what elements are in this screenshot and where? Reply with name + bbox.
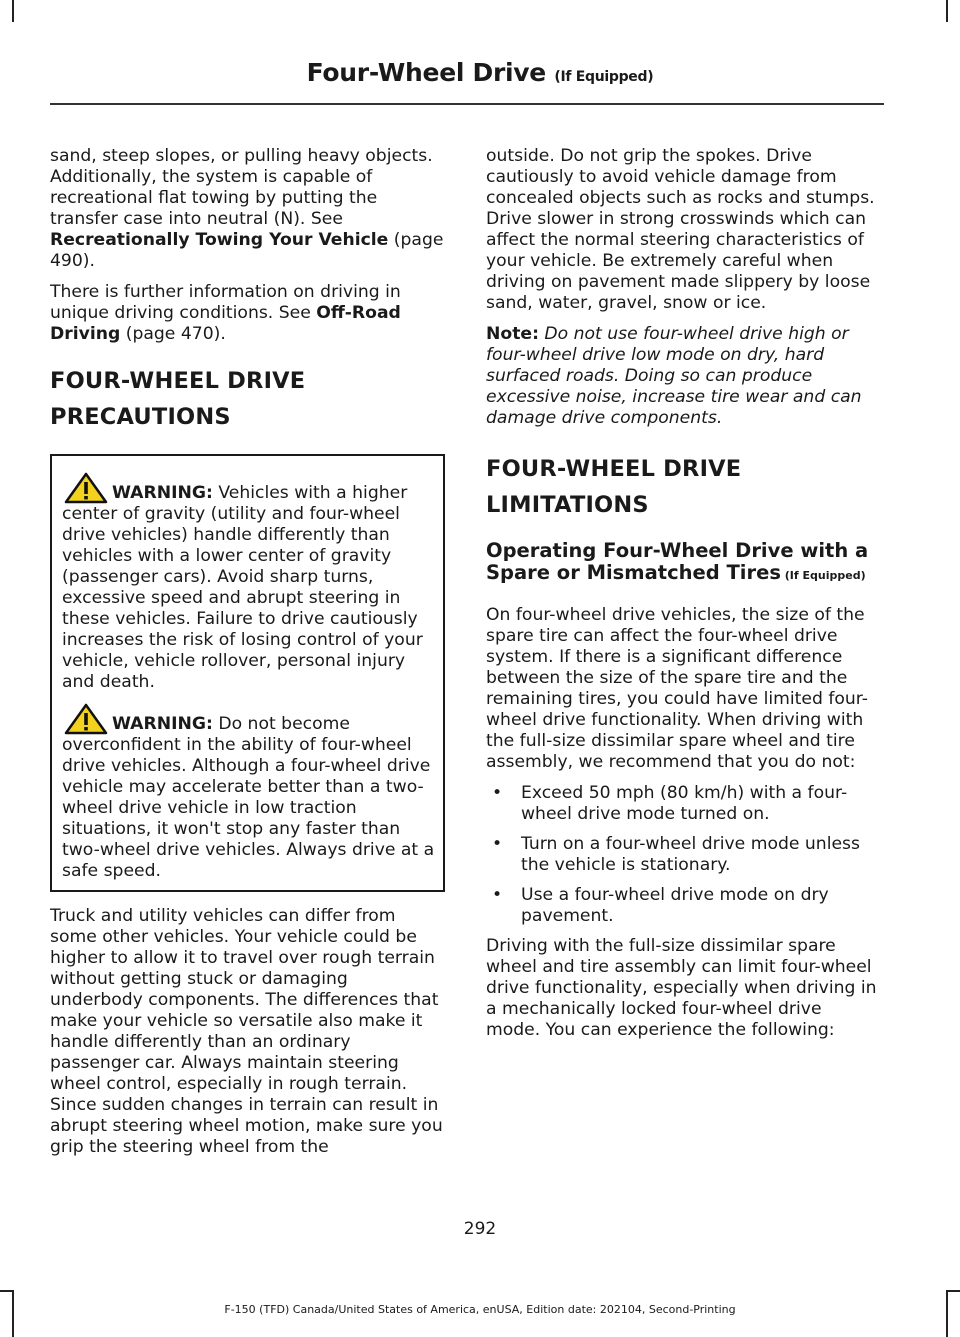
page-number: 292 <box>463 1219 497 1239</box>
note: Note: Do not use four-wheel drive high or four-wheel drive low mode on dry, hard surfaced roads. Doing so can produce excessive noise, increase tire wear and can damage drive components. <box>486 324 862 428</box>
section-heading-limitations: FOUR-WHEEL DRIVE LIMITATIONS <box>486 456 742 518</box>
right-paragraph-1: outside. Do not grip the spokes. Drive cautiously to avoid vehicle damage from concealed objects such as rocks and stumps. Drive slower in strong crosswinds which can affect the normal steering characteristics of your vehicle. Be extremely careful when driving on pavement made slippery by loose sand, water, gravel, snow or ice. <box>486 146 875 313</box>
warning-2: WARNING: Do not become overconfident in the ability of four-wheel drive vehicles. Although a four-wheel drive vehicle may accelerate better than a two-wheel drive vehicle in low traction situations, it won't stop any faster than two-wheel drive vehicles. Always drive at a safe speed. <box>62 703 435 882</box>
right-column <box>486 146 881 1051</box>
section-heading-precautions: FOUR-WHEEL DRIVE PRECAUTIONS <box>50 368 306 430</box>
warning-triangle-icon <box>64 703 108 735</box>
header-title-main: Four-Wheel Drive <box>306 58 546 87</box>
list-item: • Turn on a four-wheel drive mode unless the vehicle is stationary. <box>492 834 860 875</box>
left-paragraph-2: There is further information on driving in unique driving conditions. See Off-Road Driving (page 470). <box>50 282 401 344</box>
warning-triangle-icon <box>64 472 108 504</box>
header-rule <box>50 103 884 105</box>
header-title-suffix: (If Equipped) <box>554 69 654 85</box>
crop-mark-bottom-right-h <box>946 1290 960 1292</box>
left-paragraph-1: sand, steep slopes, or pulling heavy objects. Additionally, the system is capable of recreational flat towing by putting the transfer case into neutral (N). See Recreationally Towing Your Vehicle (page 490). <box>50 146 444 271</box>
list-item: • Use a four-wheel drive mode on dry pavement. <box>492 885 829 926</box>
recommendation-list <box>486 783 881 927</box>
list-item: • Exceed 50 mph (80 km/h) with a four-wheel drive mode turned on. <box>492 783 848 824</box>
subheading-spare-tires: Operating Four-Wheel Drive with a Spare or Mismatched Tires (If Equipped) <box>486 539 869 584</box>
footer-edition: F-150 (TFD) Canada/United States of America, enUSA, Edition date: 202104, Second-Printing <box>224 1303 736 1316</box>
page-header-title <box>0 58 960 87</box>
crop-mark-bottom-left-h <box>0 1290 14 1292</box>
right-paragraph-2: On four-wheel drive vehicles, the size of the spare tire can affect the four-wheel drive system. If there is a significant difference between the size of the spare tire and the remaining tires, you could have limited four-wheel drive functionality. When driving with the full-size dissimilar spare wheel and tire assembly, we recommend that you do not: <box>486 605 868 772</box>
crop-mark-top-left <box>12 0 14 22</box>
link-recreationally-towing[interactable]: Recreationally Towing Your Vehicle <box>50 230 389 250</box>
warning-1: WARNING: Vehicles with a higher center of gravity (utility and four-wheel drive vehicles) handle differently than vehicles with a lower center of gravity (passenger cars). Avoid sharp turns, excessive speed and abrupt steering in these vehicles. Failure to drive cautiously increases the risk of losing control of your vehicle, vehicle rollover, personal injury and death. <box>62 472 435 693</box>
link-off-road-driving[interactable]: Off-Road Driving <box>50 303 401 344</box>
warning-box <box>50 454 445 892</box>
crop-mark-top-right <box>946 0 948 22</box>
left-paragraph-3: Truck and utility vehicles can differ from some other vehicles. Your vehicle could be higher to allow it to travel over rough terrain without getting stuck or damaging underbody components. The differences that make your vehicle so versatile also make it handle differently than an ordinary passenger car. Always maintain steering wheel control, especially in rough terrain. Since sudden changes in terrain can result in abrupt steering wheel motion, make sure you grip the steering wheel from the <box>50 906 443 1157</box>
left-column <box>50 146 445 1168</box>
right-paragraph-3: Driving with the full-size dissimilar spare wheel and tire assembly can limit four-wheel drive functionality, especially when driving in a mechanically locked four-wheel drive mode. You can experience the following: <box>486 936 877 1040</box>
